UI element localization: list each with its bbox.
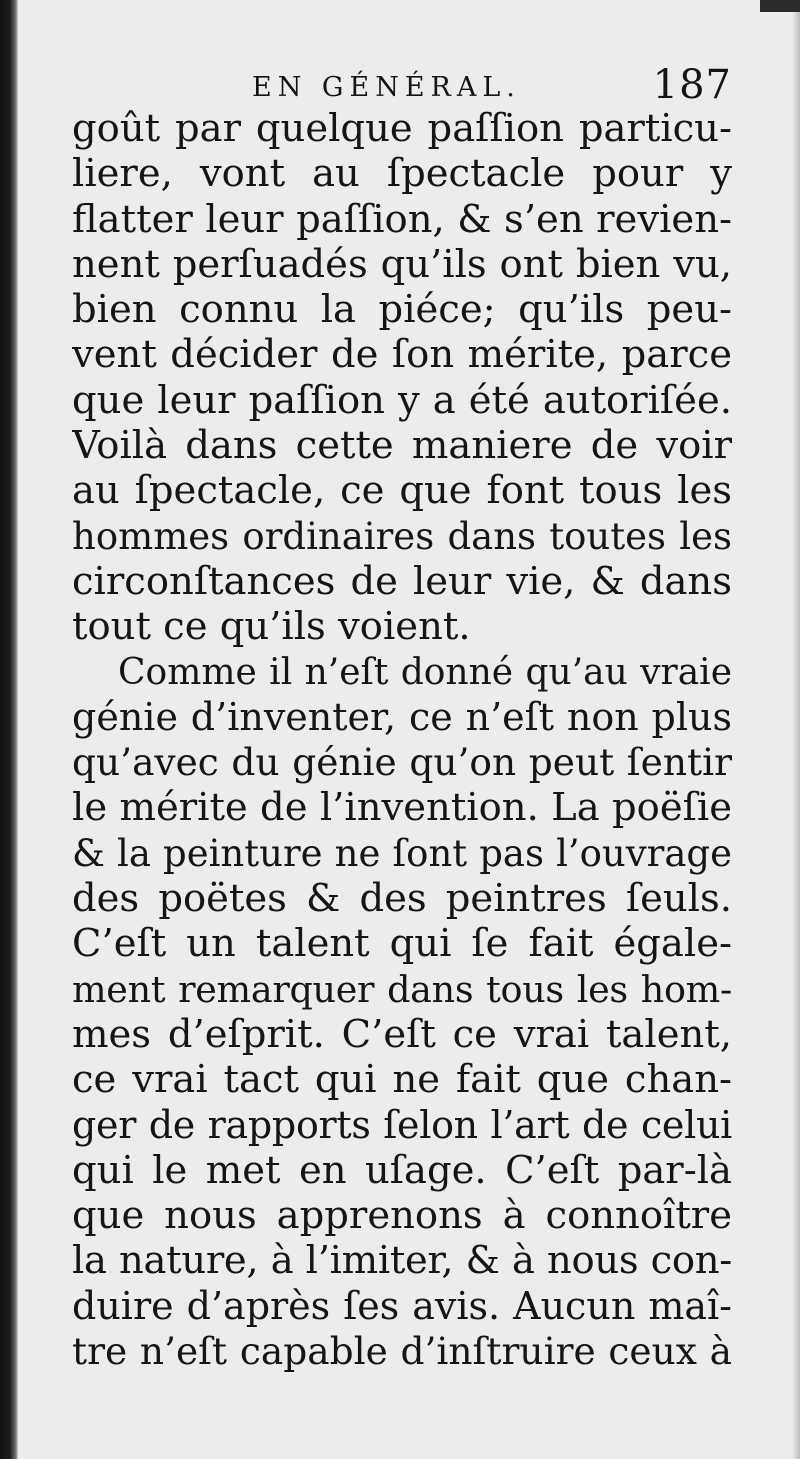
text-line: que leur paſſion y a été autoriſée. xyxy=(72,377,732,423)
text-line: & la peinture ne ſont pas l’ouvrage xyxy=(72,831,732,875)
running-head xyxy=(72,60,732,110)
text-line: goût par quelque paſſion particu- xyxy=(72,106,732,151)
body-text xyxy=(72,106,732,1374)
text-line: ger de rapports ſelon l’art de celui xyxy=(72,1102,732,1147)
text-line: la nature, à l’imiter, & à nous con- xyxy=(72,1238,732,1284)
text-line: duire d’après ſes avis. Aucun maî- xyxy=(72,1283,732,1328)
text-line: ce vrai tact qui ne fait que chan- xyxy=(72,1057,732,1103)
text-line: ment remarquer dans tous les hom- xyxy=(72,967,732,1011)
text-line: tout ce qu’ils voient. xyxy=(72,604,471,650)
scan-right-edge xyxy=(792,0,800,1459)
text-line: C’eſt un talent qui ſe fait égale- xyxy=(72,921,732,967)
text-line: circonſtances de leur vie, & dans xyxy=(72,558,732,604)
text-line: génie d’inventer, ce n’eſt non plus xyxy=(72,694,732,739)
text-line: tre n’eſt capable d’inſtruire ceux à xyxy=(72,1329,732,1374)
text-line: bien connu la piéce; qu’ils peu- xyxy=(72,287,732,333)
text-line: liere, vont au ſpectacle pour y xyxy=(72,151,732,197)
text-line: mes d’eſprit. C’eſt ce vrai talent, xyxy=(72,1011,732,1057)
scan-corner-mark xyxy=(760,0,800,12)
scan-left-edge xyxy=(0,0,18,1459)
text-line: hommes ordinaires dans toutes les xyxy=(72,514,732,558)
text-line: que nous apprenons à connoître xyxy=(72,1193,732,1239)
running-head-title: EN GÉNÉRAL. xyxy=(252,72,521,103)
text-line: Voilà dans cette maniere de voir xyxy=(72,423,732,469)
text-line: flatter leur paſſion, & s’en revien- xyxy=(72,196,732,242)
paragraph-first-line: Comme il n’eſt donné qu’au vraie xyxy=(118,651,732,693)
text-line: des poëtes & des peintres ſeuls. xyxy=(72,876,732,922)
text-line: le mérite de l’invention. La poëſie xyxy=(72,785,732,831)
page-number: 187 xyxy=(652,62,732,108)
text-line: nent perſuadés qu’ils ont bien vu, xyxy=(72,241,732,287)
text-line: vent décider de ſon mérite, parce xyxy=(72,332,732,378)
text-line: qu’avec du génie qu’on peut ſentir xyxy=(72,740,732,785)
text-line: au ſpectacle, ce que font tous les xyxy=(72,468,732,514)
text-line: qui le met en uſage. C’eſt par-là xyxy=(72,1147,732,1193)
